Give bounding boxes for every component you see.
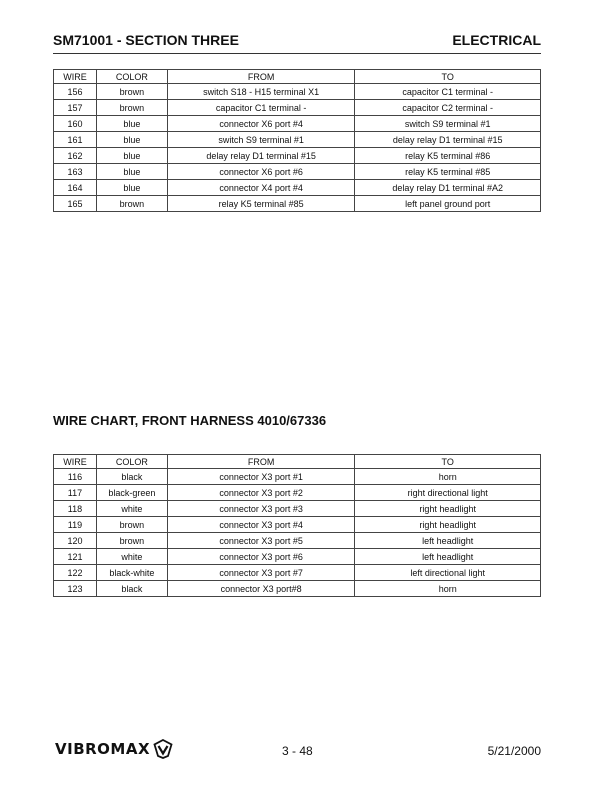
to-terminal-cell: capacitor C1 terminal - <box>355 84 541 100</box>
revision-date: 5/21/2000 <box>487 744 541 758</box>
from-terminal-cell: connector X6 port #6 <box>167 164 355 180</box>
column-header-to-terminal: TO <box>355 70 541 84</box>
wire-number-cell: 160 <box>54 116 97 132</box>
wire-color-cell: blue <box>96 148 167 164</box>
to-terminal-cell: relay K5 terminal #86 <box>355 148 541 164</box>
table-row <box>54 565 541 581</box>
wire-color-cell: blue <box>96 164 167 180</box>
from-terminal-cell: connector X3 port #2 <box>167 485 355 501</box>
wire-color-cell: brown <box>96 196 167 212</box>
header-divider <box>53 53 541 54</box>
to-terminal-cell: delay relay D1 terminal #A2 <box>355 180 541 196</box>
table-row <box>54 164 541 180</box>
page-header <box>53 32 541 52</box>
wire-table-1 <box>53 69 541 212</box>
column-header-from-terminal: FROM <box>167 455 355 469</box>
table-row <box>54 533 541 549</box>
table-row <box>54 485 541 501</box>
to-terminal-cell: relay K5 terminal #85 <box>355 164 541 180</box>
from-terminal-cell: connector X3 port #7 <box>167 565 355 581</box>
wire-color-cell: brown <box>96 517 167 533</box>
wire-number-cell: 157 <box>54 100 97 116</box>
section-label: SM71001 - SECTION THREE <box>53 32 239 48</box>
wire-number-cell: 162 <box>54 148 97 164</box>
wire-number-cell: 163 <box>54 164 97 180</box>
wire-number-cell: 123 <box>54 581 97 597</box>
wire-color-cell: white <box>96 549 167 565</box>
to-terminal-cell: left directional light <box>355 565 541 581</box>
wire-color-cell: blue <box>96 132 167 148</box>
wire-color-cell: black-white <box>96 565 167 581</box>
page-number: 3 - 48 <box>282 744 313 758</box>
from-terminal-cell: switch S9 terminal #1 <box>167 132 355 148</box>
to-terminal-cell: horn <box>355 581 541 597</box>
wire-color-cell: blue <box>96 180 167 196</box>
column-header-from-terminal: FROM <box>167 70 355 84</box>
from-terminal-cell: delay relay D1 terminal #15 <box>167 148 355 164</box>
from-terminal-cell: connector X3 port #3 <box>167 501 355 517</box>
category-label: ELECTRICAL <box>452 32 541 48</box>
to-terminal-cell: horn <box>355 469 541 485</box>
wire-color-cell: black <box>96 581 167 597</box>
table-header-row <box>54 455 541 469</box>
table-row <box>54 196 541 212</box>
to-terminal-cell: capacitor C2 terminal - <box>355 100 541 116</box>
column-header-wire-number: WIRE <box>54 70 97 84</box>
wire-number-cell: 156 <box>54 84 97 100</box>
column-header-wire-color: COLOR <box>96 455 167 469</box>
table-row <box>54 100 541 116</box>
wire-number-cell: 116 <box>54 469 97 485</box>
vibromax-logo <box>55 738 173 760</box>
to-terminal-cell: left headlight <box>355 533 541 549</box>
wire-color-cell: brown <box>96 100 167 116</box>
from-terminal-cell: connector X3 port #4 <box>167 517 355 533</box>
to-terminal-cell: right headlight <box>355 517 541 533</box>
table-header-row <box>54 70 541 84</box>
from-terminal-cell: capacitor C1 terminal - <box>167 100 355 116</box>
from-terminal-cell: switch S18 - H15 terminal X1 <box>167 84 355 100</box>
from-terminal-cell: connector X6 port #4 <box>167 116 355 132</box>
wire-number-cell: 117 <box>54 485 97 501</box>
section-title: WIRE CHART, FRONT HARNESS 4010/67336 <box>53 413 327 428</box>
table-row <box>54 469 541 485</box>
column-header-wire-number: WIRE <box>54 455 97 469</box>
wire-number-cell: 165 <box>54 196 97 212</box>
table-row <box>54 549 541 565</box>
wire-table-2 <box>53 454 541 597</box>
table-row <box>54 84 541 100</box>
from-terminal-cell: connector X3 port #1 <box>167 469 355 485</box>
column-header-wire-color: COLOR <box>96 70 167 84</box>
from-terminal-cell: connector X3 port #6 <box>167 549 355 565</box>
from-terminal-cell: connector X3 port #5 <box>167 533 355 549</box>
table-row <box>54 180 541 196</box>
wire-color-cell: brown <box>96 84 167 100</box>
from-terminal-cell: connector X3 port#8 <box>167 581 355 597</box>
table-row <box>54 581 541 597</box>
vibromax-emblem-icon <box>153 739 173 759</box>
wire-number-cell: 161 <box>54 132 97 148</box>
column-header-to-terminal: TO <box>355 455 541 469</box>
wire-number-cell: 118 <box>54 501 97 517</box>
wire-color-cell: blue <box>96 116 167 132</box>
table-row <box>54 116 541 132</box>
table-row <box>54 501 541 517</box>
wire-number-cell: 120 <box>54 533 97 549</box>
to-terminal-cell: right directional light <box>355 485 541 501</box>
wire-color-cell: black <box>96 469 167 485</box>
to-terminal-cell: left panel ground port <box>355 196 541 212</box>
from-terminal-cell: relay K5 terminal #85 <box>167 196 355 212</box>
wire-number-cell: 121 <box>54 549 97 565</box>
wire-color-cell: brown <box>96 533 167 549</box>
wire-color-cell: white <box>96 501 167 517</box>
table-row <box>54 148 541 164</box>
to-terminal-cell: switch S9 terminal #1 <box>355 116 541 132</box>
wire-color-cell: black-green <box>96 485 167 501</box>
wire-number-cell: 119 <box>54 517 97 533</box>
wire-number-cell: 122 <box>54 565 97 581</box>
table-row <box>54 517 541 533</box>
to-terminal-cell: right headlight <box>355 501 541 517</box>
to-terminal-cell: left headlight <box>355 549 541 565</box>
wire-number-cell: 164 <box>54 180 97 196</box>
table-row <box>54 132 541 148</box>
to-terminal-cell: delay relay D1 terminal #15 <box>355 132 541 148</box>
logo-wordmark: VIBROMAX <box>55 740 151 758</box>
from-terminal-cell: connector X4 port #4 <box>167 180 355 196</box>
